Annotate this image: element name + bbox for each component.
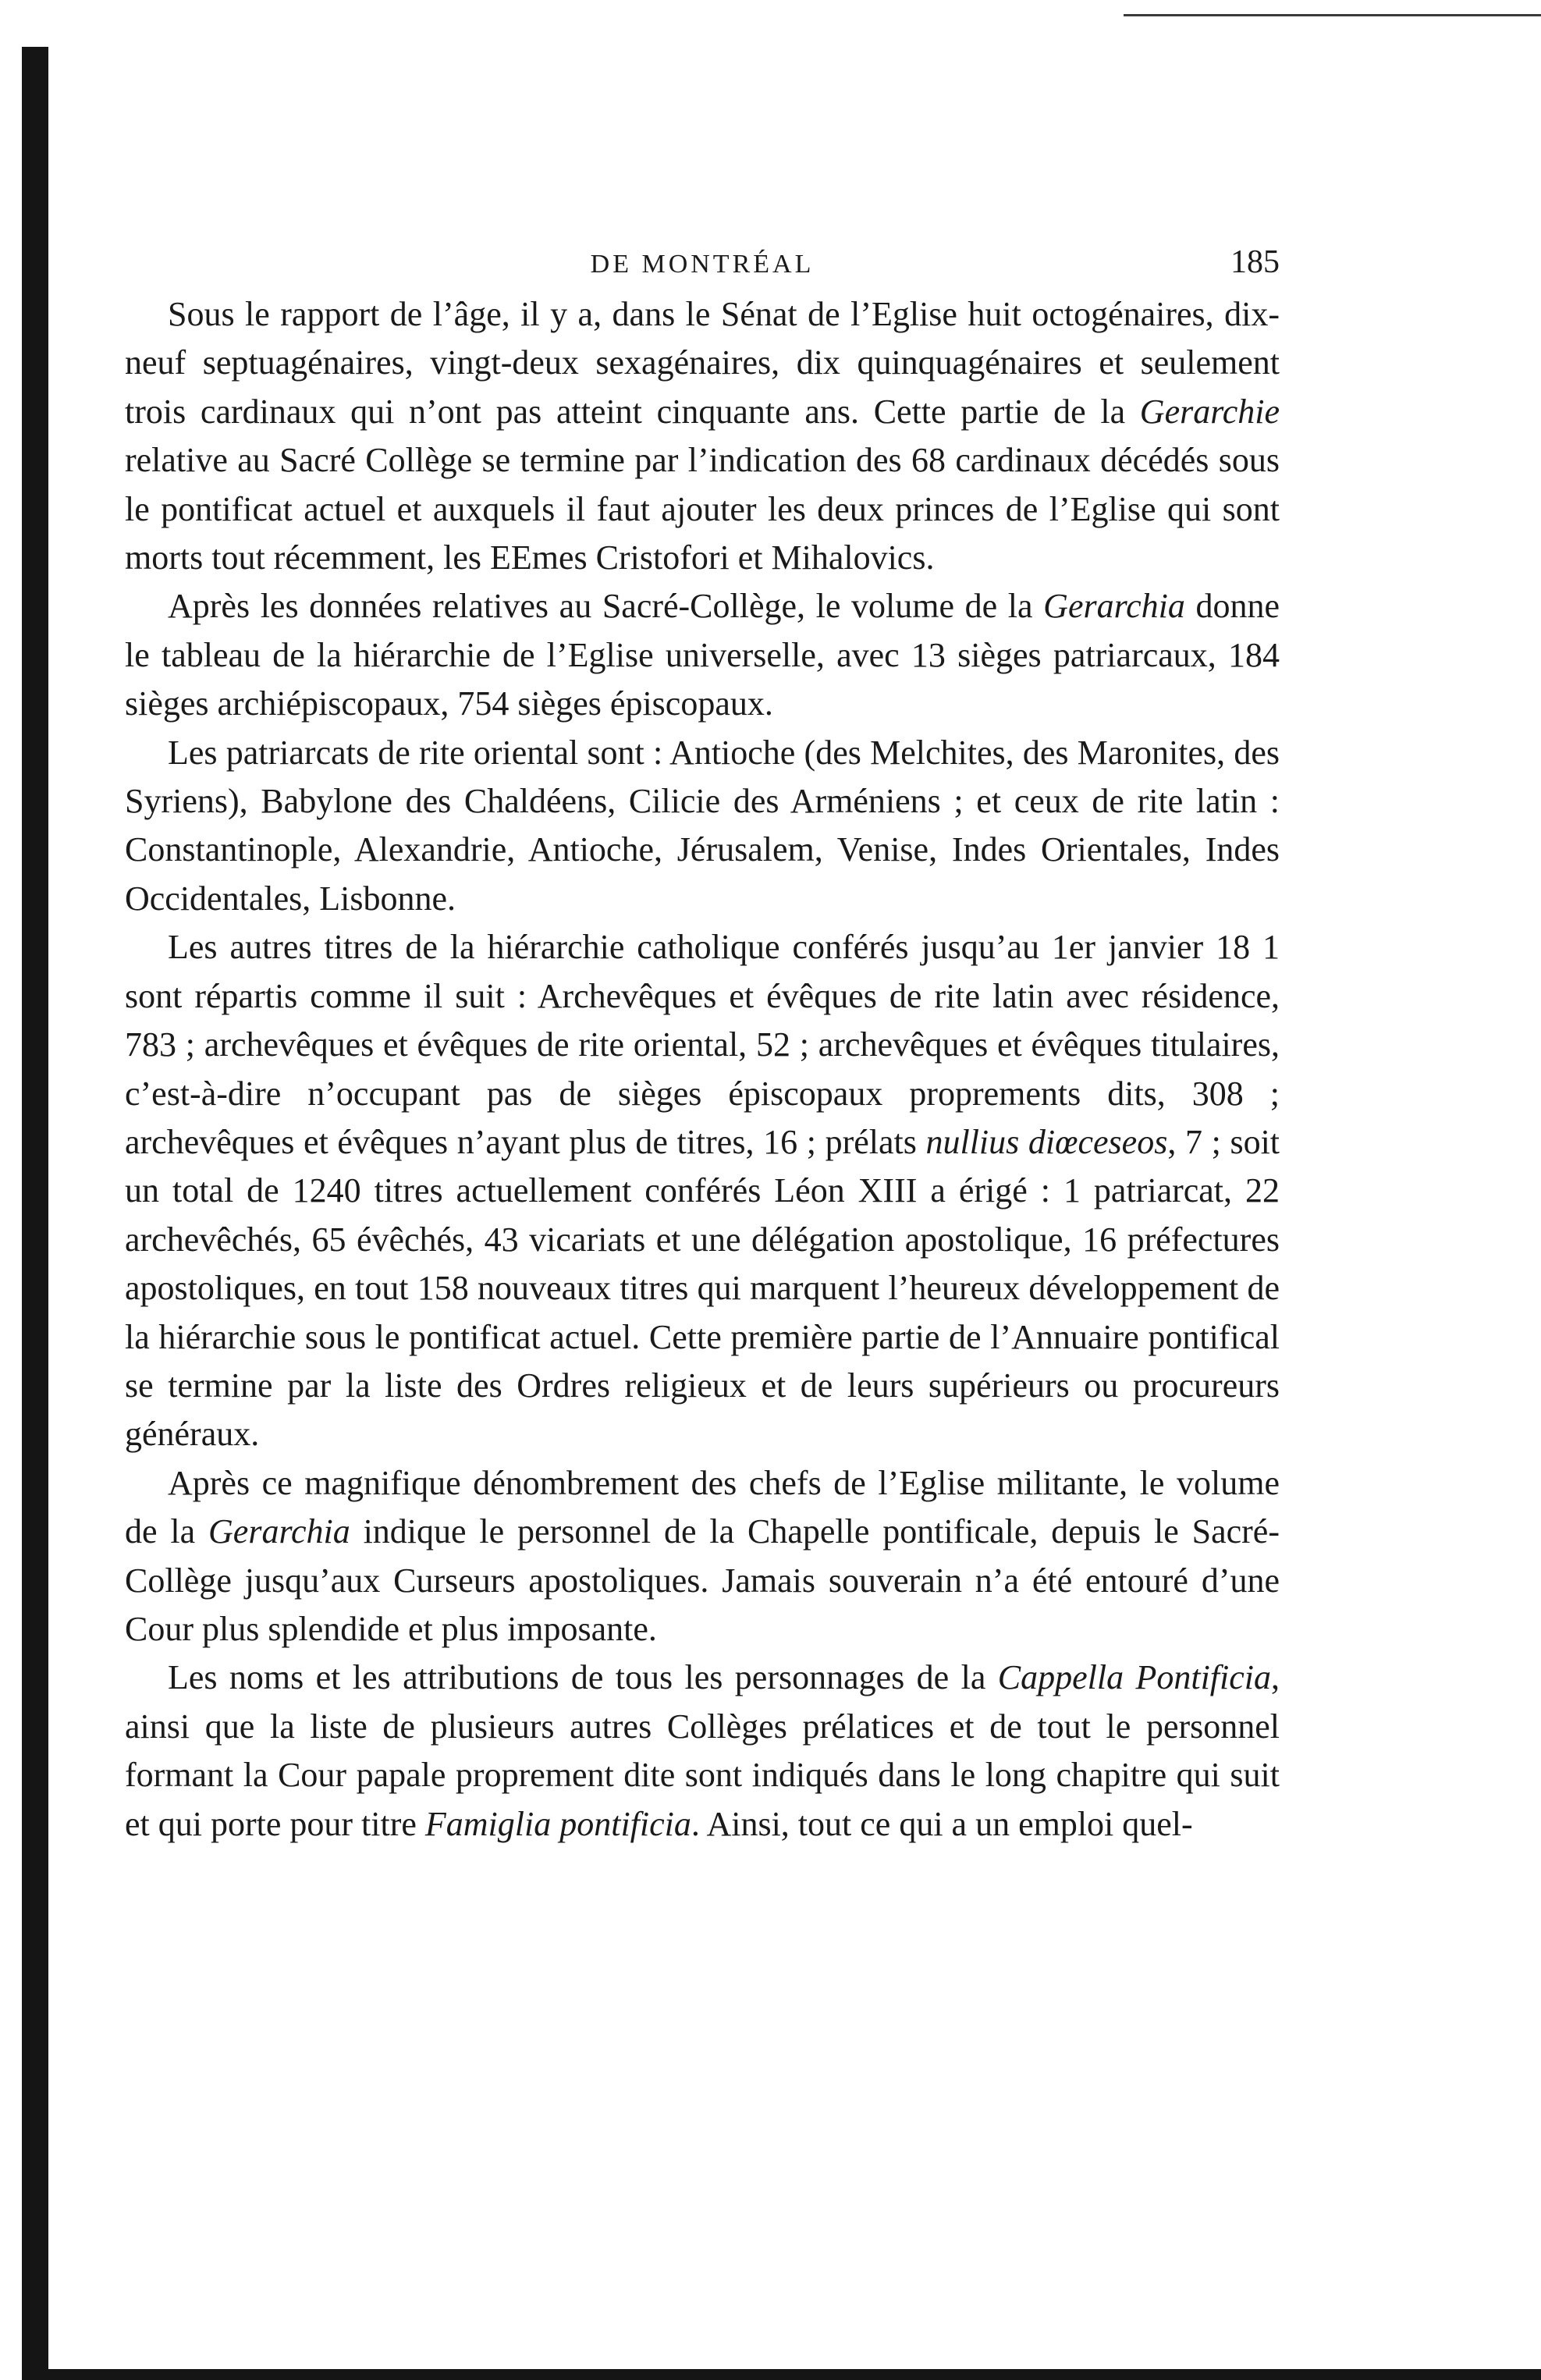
text-run: . Ainsi, tout ce qui a un emploi quel- [691, 1804, 1193, 1843]
text-run: Après les données relatives au Sacré-Collège, le volume de la [168, 587, 1044, 626]
italic-text: Famiglia pontificia [424, 1804, 691, 1843]
text-run: Les autres titres de la hiérarchie catholique conférés jusqu’au 1er janvier 18 1 sont répartis comme il suit : Archevêques et évêques de rite latin avec résidence, 783 ; archevêques et évêques de rite oriental, 52 ; archevêques et évêques titulaires, c’est-à-dire n’occupant pas de sièges épiscopaux proprements dits, 308 ; archevêques et évêques n’ayant plus de titres, 16 ; prélats [125, 928, 1280, 1161]
text-run: relative au Sacré Collège se termine par l’indication des 68 cardinaux décédés sous le pontificat actuel et auxquels il faut ajouter les deux princes de l’Eglise qui sont morts tout récemment, les EEmes Cristofori et Mihalovics. [125, 441, 1280, 577]
paragraph [125, 923, 1280, 1458]
text-run: Après ce magnifique dénombrement des chefs de l’Eglise militante, le volume de la [125, 1463, 1280, 1551]
paragraph [125, 1459, 1280, 1654]
scan-left-border [22, 47, 48, 2380]
paragraph [125, 582, 1280, 728]
running-head [125, 226, 1280, 281]
text-run: , ainsi que la liste de plusieurs autres Collèges prélatices et de tout le personnel formant la Cour papale proprement dite sont indiqués dans le long chapitre qui suit et qui porte pour titre [125, 1658, 1280, 1843]
scan-bottom-border [48, 2369, 1541, 2380]
italic-text: Gerarchia [208, 1512, 350, 1551]
text-run: Les patriarcats de rite oriental sont : Antioche (des Melchites, des Maronites, des Syriens), Babylone des Chaldéens, Cilicie des Arméniens ; et ceux de rite latin : Constantinople, Alexandrie, Antioche, Jérusalem, Venise, Indes Orientales, Indes Occidentales, Lisbonne. [125, 733, 1280, 918]
scan-top-artifact [1124, 14, 1541, 16]
text-run: indique le personnel de la Chapelle pontificale, depuis le Sacré-Collège jusqu’aux Curseurs apostoliques. Jamais souverain n’a été entouré d’une Cour plus splendide et plus imposante. [125, 1512, 1280, 1648]
paragraph [125, 290, 1280, 582]
running-title: DE MONTRÉAL [590, 250, 815, 279]
page-number: 185 [1230, 244, 1280, 280]
italic-text: Cappella Pontificia [997, 1658, 1271, 1697]
italic-text: Gerarchie [1139, 392, 1280, 431]
text-run: donne le tableau de la hiérarchie de l’Eglise universelle, avec 13 sièges patriarcaux, 184 sièges archiépiscopaux, 754 sièges épiscopaux. [125, 587, 1280, 723]
italic-text: nullius diœceseos [925, 1122, 1168, 1161]
italic-text: Gerarchia [1043, 587, 1185, 626]
paragraph [125, 1654, 1280, 1849]
book-page [125, 226, 1280, 1849]
paragraph [125, 729, 1280, 924]
text-run: Sous le rapport de l’âge, il y a, dans le Sénat de l’Eglise huit octogénaires, dix-neuf septuagénaires, vingt-deux sexagénaires, dix quinquagénaires et seulement trois cardinaux qui n’ont pas atteint cinquante ans. Cette partie de la [125, 295, 1280, 431]
body-text [125, 290, 1280, 1849]
text-run: , 7 ; soit un total de 1240 titres actuellement conférés Léon XIII a érigé : 1 patriarcat, 22 archevêchés, 65 évêchés, 43 vicariats et une délégation apostolique, 16 préfectures apostoliques, en tout 158 nouveaux titres qui marquent l’heureux développement de la hiérarchie sous le pontificat actuel. Cette première partie de l’Annuaire pontifical se termine par la liste des Ordres religieux et de leurs supérieurs ou procureurs généraux. [125, 1122, 1280, 1454]
text-run: Les noms et les attributions de tous les personnages de la [168, 1658, 998, 1697]
